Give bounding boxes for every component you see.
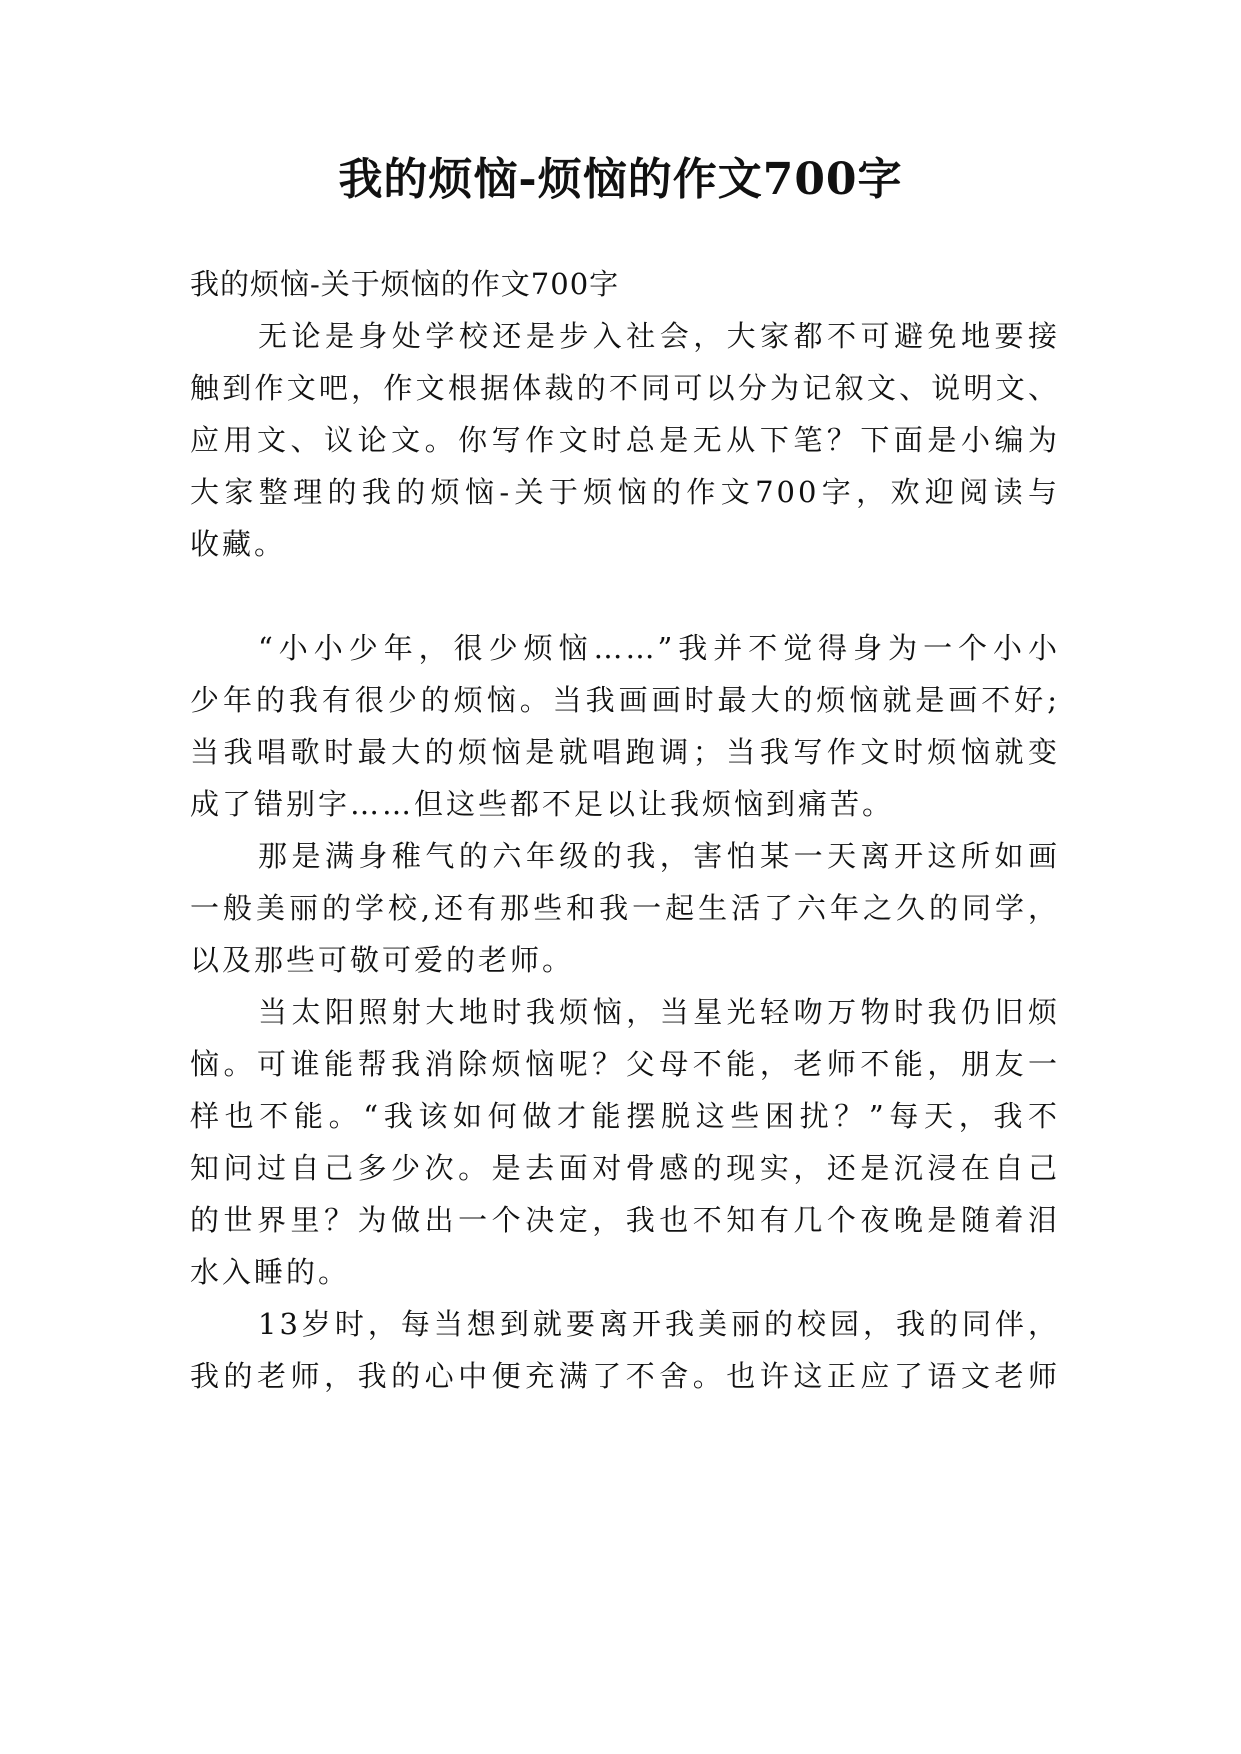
paragraph-line: 少年的我有很少的烦恼。当我画画时最大的烦恼就是画不好; <box>190 683 1060 717</box>
paragraph-line: 当太阳照射大地时我烦恼，当星光轻吻万物时我仍旧烦 <box>258 995 1060 1029</box>
document-subtitle: 我的烦恼-关于烦恼的作文700字 <box>190 267 620 301</box>
paragraph-line: 无论是身处学校还是步入社会，大家都不可避免地要接 <box>258 319 1060 353</box>
paragraph-line: 我的老师，我的心中便充满了不舍。也许这正应了语文老师 <box>190 1359 1060 1393</box>
paragraph-line: “小小少年，很少烦恼……”我并不觉得身为一个小小 <box>258 631 1060 665</box>
paragraph-line: 恼。可谁能帮我消除烦恼呢？父母不能，老师不能，朋友一 <box>190 1047 1060 1081</box>
paragraph-line: 水入睡的。 <box>190 1255 351 1289</box>
paragraph-line: 以及那些可敬可爱的老师。 <box>190 943 575 977</box>
paragraph-line: 知问过自己多少次。是去面对骨感的现实，还是沉浸在自己 <box>190 1151 1060 1185</box>
paragraph-line: 13岁时，每当想到就要离开我美丽的校园，我的同伴， <box>258 1307 1060 1341</box>
paragraph-line: 成了错别字……但这些都不足以让我烦恼到痛苦。 <box>190 787 895 821</box>
paragraph-line: 大家整理的我的烦恼-关于烦恼的作文700字，欢迎阅读与 <box>190 475 1060 509</box>
paragraph-line: 那是满身稚气的六年级的我，害怕某一天离开这所如画 <box>258 839 1060 873</box>
paragraph-line: 当我唱歌时最大的烦恼是就唱跑调；当我写作文时烦恼就变 <box>190 735 1060 769</box>
paragraph-line: 样也不能。“我该如何做才能摆脱这些困扰？”每天，我不 <box>190 1099 1060 1133</box>
paragraph-line: 应用文、议论文。你写作文时总是无从下笔？下面是小编为 <box>190 423 1060 457</box>
paragraph-line: 一般美丽的学校,还有那些和我一起生活了六年之久的同学， <box>190 891 1060 925</box>
paragraph-line: 的世界里？为做出一个决定，我也不知有几个夜晚是随着泪 <box>190 1203 1060 1237</box>
paragraph-line: 触到作文吧，作文根据体裁的不同可以分为记叙文、说明文、 <box>190 371 1060 405</box>
document-title: 我的烦恼-烦恼的作文700字 <box>338 154 903 205</box>
paragraph-line: 收藏。 <box>190 527 287 561</box>
